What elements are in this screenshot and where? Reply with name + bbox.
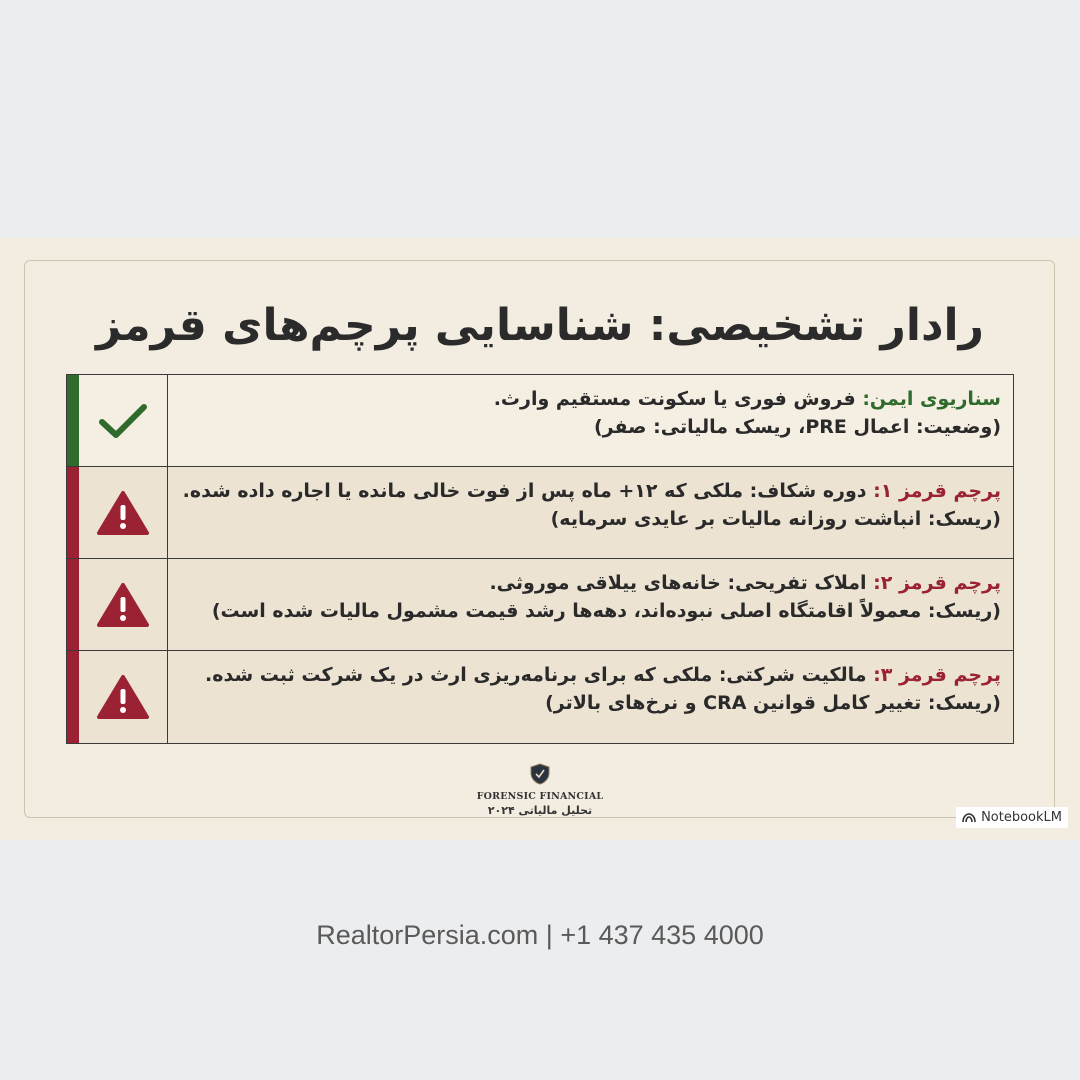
- row-line-1: [178, 569, 1001, 597]
- row-line-1: [178, 477, 1001, 505]
- row-label: پرچم قرمز ۱:: [873, 480, 1001, 502]
- notebooklm-watermark: [956, 807, 1068, 828]
- icon-cell: [79, 375, 168, 466]
- row-line-2: (وضعیت: اعمال PRE، ریسک مالیاتی: صفر): [593, 416, 1001, 438]
- icon-cell: [79, 651, 168, 743]
- row-text: [168, 651, 1013, 743]
- row-line-2: (ریسک: تغییر کامل قوانین CRA و نرخ‌های بالاتر): [545, 692, 1001, 714]
- watermark-text: NotebookLM: [981, 810, 1062, 825]
- status-stripe: [67, 651, 79, 743]
- row-line-2: (ریسک: انباشت روزانه مالیات بر عایدی سرمایه): [550, 508, 1001, 530]
- status-stripe: [67, 467, 79, 558]
- notebooklm-icon: [962, 813, 976, 823]
- row-text: [168, 375, 1013, 466]
- check-icon: [97, 401, 149, 441]
- row-line-1: [178, 385, 1001, 413]
- table-row-safe: [67, 375, 1013, 467]
- brand-subtitle: تحلیل مالیاتی ۲۰۲۴: [487, 804, 593, 817]
- icon-cell: [79, 467, 168, 558]
- row-label: سناریوی ایمن:: [862, 388, 1001, 410]
- row-text: [168, 467, 1013, 558]
- row-description: دوره شکاف: ملکی که ۱۲+ ماه پس از فوت خالی مانده یا اجاره داده شده.: [182, 480, 874, 502]
- table-row-red-flag: [67, 467, 1013, 559]
- row-description: املاک تفریحی: خانه‌های ییلاقی موروثی.: [489, 572, 874, 594]
- status-stripe: [67, 375, 79, 466]
- flags-table: [66, 374, 1014, 744]
- warning-icon: [96, 582, 150, 628]
- table-row-red-flag: [67, 559, 1013, 651]
- warning-icon: [96, 490, 150, 536]
- warning-icon: [96, 674, 150, 720]
- footer-logo: [470, 763, 610, 817]
- row-label: پرچم قرمز ۲:: [873, 572, 1001, 594]
- row-description: فروش فوری یا سکونت مستقیم وارث.: [493, 388, 863, 410]
- table-row-red-flag: [67, 651, 1013, 743]
- shield-logo-icon: [530, 763, 550, 785]
- brand-name: FORENSIC FINANCIAL: [476, 791, 604, 802]
- contact-line: RealtorPersia.com | +1 437 435 4000: [316, 920, 764, 950]
- page-title: رادار تشخیصی: شناسایی پرچم‌های قرمز: [96, 300, 984, 351]
- status-stripe: [67, 559, 79, 650]
- row-line-2: (ریسک: معمولاً اقامتگاه اصلی نبوده‌اند، دهه‌ها رشد قیمت مشمول مالیات شده است): [211, 600, 1001, 622]
- icon-cell: [79, 559, 168, 650]
- infographic-card: [0, 238, 1080, 840]
- row-text: [168, 559, 1013, 650]
- row-label: پرچم قرمز ۳:: [873, 664, 1001, 686]
- row-description: مالکیت شرکتی: ملکی که برای برنامه‌ریزی ارث در یک شرکت ثبت شده.: [205, 664, 874, 686]
- row-line-1: [178, 661, 1001, 689]
